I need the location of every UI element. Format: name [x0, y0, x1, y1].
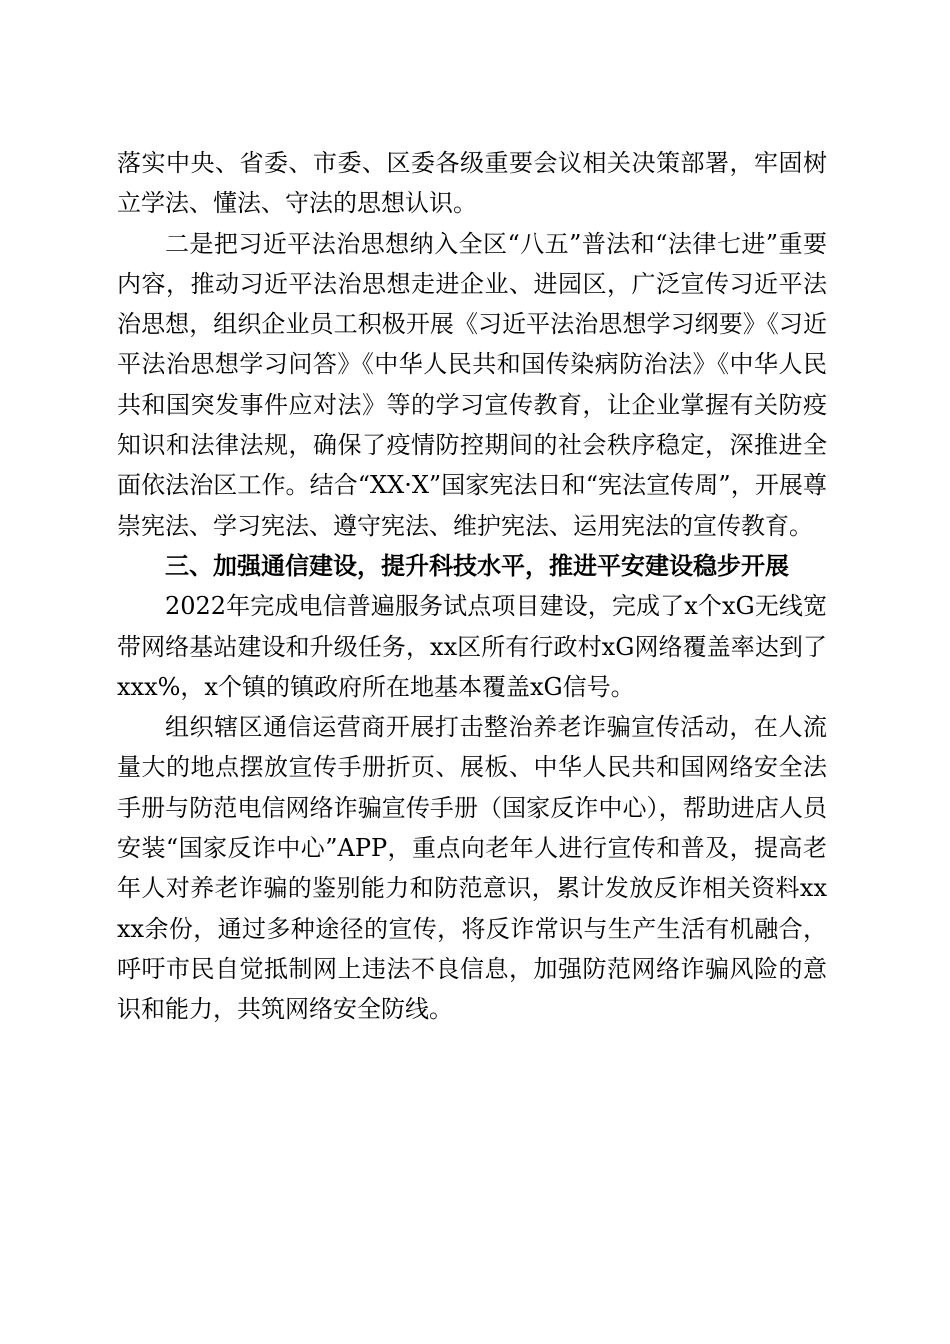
paragraph-continuation: 落实中央、省委、市委、区委各级重要会议相关决策部署，牢固树立学法、懂法、守法的思想认识。	[117, 149, 827, 218]
paragraph-telecom: 2022年完成电信普遍服务试点项目建设，完成了x个xG无线宽带网络基站建设和升级任务，xx区所有行政村xG网络覆盖率达到了xxx%，x个镇的镇政府所在地基本覆盖xG信号。	[117, 592, 827, 701]
paragraph-second-point: 二是把习近平法治思想纳入全区“八五”普法和“法律七进”重要内容，推动习近平法治思想走进企业、进园区，广泛宣传习近平法治思想，组织企业员工积极开展《习近平法治思想学习纲要》《习近平法治思想学习问答》《中华人民共和国传染病防治法》《中华人民共和国突发事件应对法》等的学习宣传教育，让企业掌握有关防疫知识和法律法规，确保了疫情防控期间的社会秩序稳定，深推进全面依法治区工作。结合“XX·X”国家宪法日和“宪法宣传周”，开展尊崇宪法、学习宪法、遵守宪法、维护宪法、运用宪法的宣传教育。	[117, 229, 827, 540]
document-body	[117, 143, 827, 1030]
paragraph-anti-fraud: 组织辖区通信运营商开展打击整治养老诈骗宣传活动，在人流量大的地点摆放宣传手册折页、展板、中华人民共和国网络安全法手册与防范电信网络诈骗宣传手册（国家反诈中心），帮助进店人员安装“国家反诈中心”APP，重点向老年人进行宣传和普及，提高老年人对养老诈骗的鉴别能力和防范意识，累计发放反诈相关资料xxxx余份，通过多种途径的宣传，将反诈常识与生产生活有机融合，呼吁市民自觉抵制网上违法不良信息，加强防范网络诈骗风险的意识和能力，共筑网络安全防线。	[117, 713, 827, 1024]
section-heading: 三、加强通信建设，提升科技水平，推进平安建设稳步开展	[165, 551, 789, 580]
